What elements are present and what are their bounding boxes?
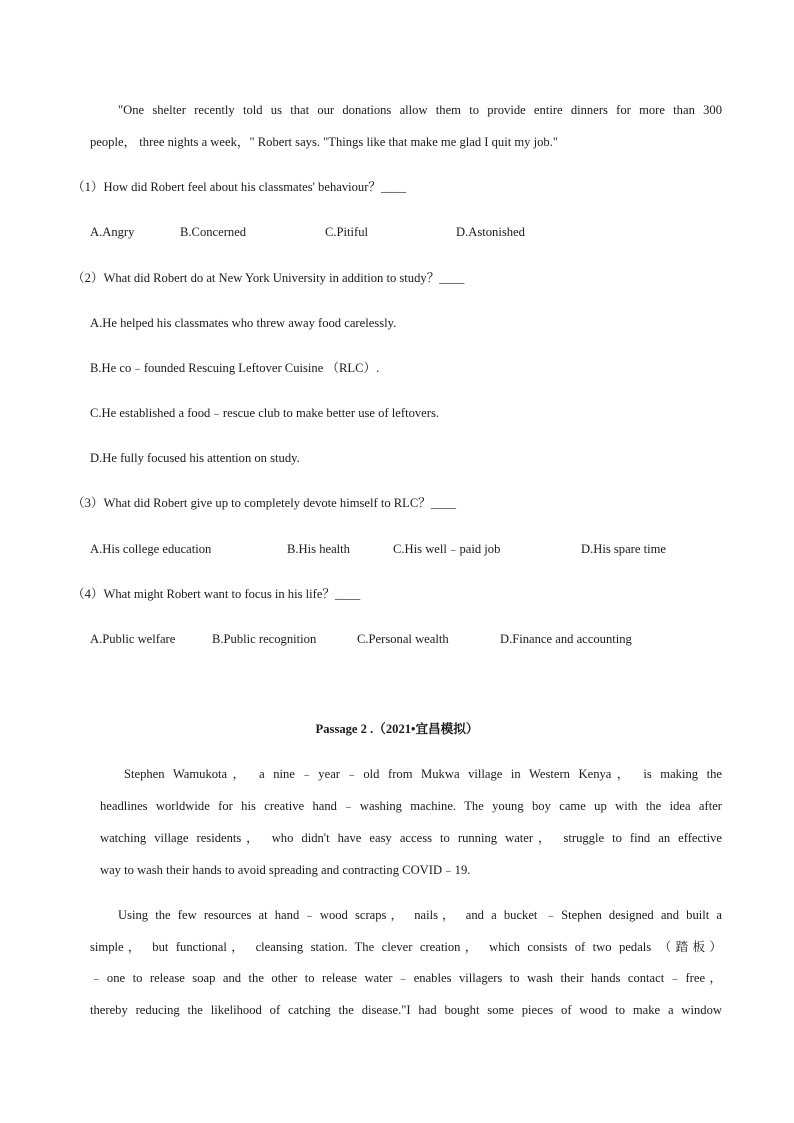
question-4-stem: （4）What might Robert want to focus in his life？____ [72,587,361,601]
passage2-para1-line-4: way to wash their hands to avoid spreading and contracting COVID﹣19. [100,863,471,877]
question-4-option-c[interactable]: C.Personal wealth [357,632,449,646]
passage2-para2-line-3: ﹣one to release soap and the other to release water﹣enables villagers to wash their hands contact﹣free， [90,971,722,985]
question-3-option-b[interactable]: B.His health [287,542,350,556]
question-4-option-d[interactable]: D.Finance and accounting [500,632,632,646]
passage2-para1-line-1: Stephen Wamukota， a nine﹣year﹣old from Mukwa village in Western Kenya， is making the [124,767,722,781]
question-2-stem: （2）What did Robert do at New York University in addition to study？____ [72,271,465,285]
question-1-option-c[interactable]: C.Pitiful [325,225,369,239]
question-2-option-a[interactable]: A.He helped his classmates who threw away food carelessly. [90,316,397,330]
question-2-option-b[interactable]: B.He co﹣founded Rescuing Leftover Cuisine （RLC）. [90,361,380,375]
question-1-option-d[interactable]: D.Astonished [456,225,525,239]
question-3-option-d[interactable]: D.His spare time [581,542,666,556]
question-2-option-d[interactable]: D.He fully focused his attention on study. [90,451,300,465]
question-1-stem: （1）How did Robert feel about his classmates' behaviour？____ [72,180,407,194]
passage2-para1-line-2: headlines worldwide for his creative hand﹣washing machine. The young boy came up with the idea after [100,799,722,813]
passage2-para2-line-2: simple， but functional， cleansing station. The clever creation， which consists of two pedals （踏板） [90,940,722,954]
question-1-option-a[interactable]: A.Angry [90,225,135,239]
question-2-option-c[interactable]: C.He established a food﹣rescue club to make better use of leftovers. [90,406,440,420]
question-3-stem: （3）What did Robert give up to completely devote himself to RLC？____ [72,496,457,510]
passage2-para2-line-1: Using the few resources at hand﹣wood scraps， nails， and a bucket ﹣Stephen designed and built a [118,908,722,922]
question-1-option-b[interactable]: B.Concerned [180,225,247,239]
passage2-para1-line-3: watching village residents， who didn't have easy access to running water， struggle to find an effective [100,831,722,845]
question-4-option-b[interactable]: B.Public recognition [212,632,317,646]
question-3-option-c[interactable]: C.His well﹣paid job [393,542,501,556]
passage1-line-2: people， three nights a week，" Robert says. "Things like that make me glad I quit my job." [90,135,558,149]
passage2-para2-line-4: thereby reducing the likelihood of catching the disease."I had bought some pieces of wood to make a window [90,1003,722,1017]
question-4-option-a[interactable]: A.Public welfare [90,632,176,646]
passage2-heading: Passage 2 .（2021•宜昌模拟） [315,722,479,736]
passage1-line-1: "One shelter recently told us that our donations allow them to provide entire dinners for more than 300 [118,103,722,117]
question-3-option-a[interactable]: A.His college education [90,542,212,556]
